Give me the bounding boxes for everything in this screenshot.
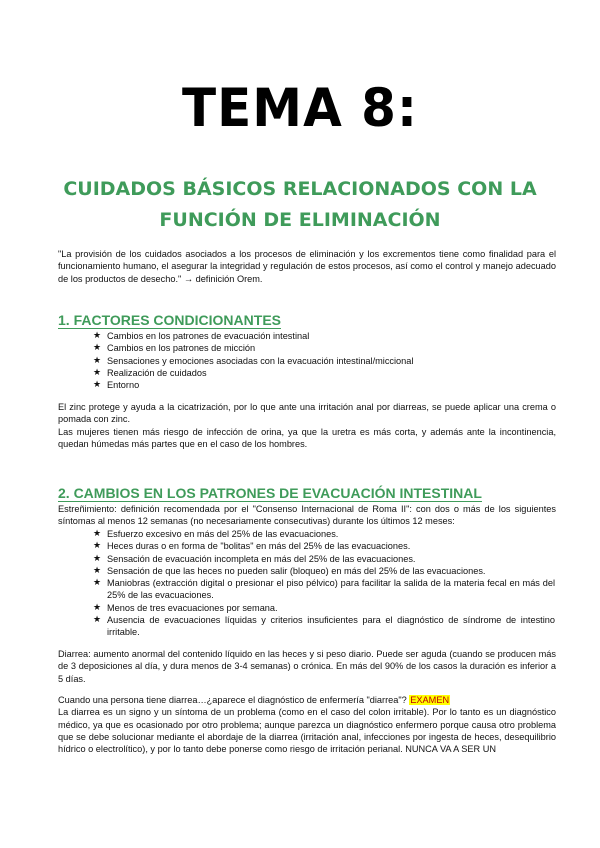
list-item: ★ Sensación de que las heces no pueden salir (bloqueo) en más del 25% de las evacuaciones. [93, 565, 555, 577]
exam-question [58, 694, 556, 706]
exam-highlight-badge: EXAMEN [410, 695, 450, 705]
section-2-heading: 2. CAMBIOS EN LOS PATRONES DE EVACUACIÓN INTESTINAL [58, 485, 482, 501]
list-item: ★ Menos de tres evacuaciones por semana. [93, 602, 555, 614]
exam-question-block [58, 694, 556, 755]
section-1-notes [58, 401, 556, 450]
diarrhea-paragraph: Diarrea: aumento anormal del contenido líquido en las heces y si peso diario. Puede ser aguda (cuando se producen más de 3 deposiciones al día, y dura menos de 3-4 semanas) o crónica. En más del 90% de los casos la duración es inferior a 5 días. [58, 649, 556, 684]
exam-answer: La diarrea es un signo y un síntoma de un problema (como en el caso del colon irritable). Por lo tanto es un diagnóstico médico, ya que es ocasionado por otro problema; aunque parezca un diagnóstico enfermero porque causa otro problema que se debe solucionar mediante el abordaje de la diarrea (irritación anal, infecciones por ingesta de heces, desequilibrio hídrico o electrolítico), y por lo tanto debe ponerse como riesgo de irritación perianal. NUNCA VA A SER UN [58, 707, 556, 755]
list-item: ★ Realización de cuidados [93, 367, 553, 379]
list-item: ★ Heces duras o en forma de "bolitas" en más del 25% de las evacuaciones. [93, 540, 555, 552]
document-title: TEMA 8: [182, 77, 418, 139]
subtitle-line-2: FUNCIÓN DE ELIMINACIÓN [159, 209, 441, 231]
list-item: ★ Sensación de evacuación incompleta en más del 25% de las evacuaciones. [93, 553, 555, 565]
list-item: ★ Ausencia de evacuaciones líquidas y criterios insuficientes para el diagnóstico de síndrome de intestino irritable. [93, 614, 555, 639]
list-item: ★ Entorno [93, 379, 553, 391]
zinc-paragraph: El zinc protege y ayuda a la cicatrización, por lo que ante una irritación anal por diarreas, se puede aplicar una crema o pomada con zinc. [58, 402, 556, 425]
section-2-list [93, 528, 555, 639]
list-item: ★ Esfuerzo excesivo en más del 25% de las evacuaciones. [93, 528, 555, 540]
section-1-list [93, 330, 553, 391]
list-item: ★ Cambios en los patrones de micción [93, 342, 553, 354]
list-item: ★ Cambios en los patrones de evacuación intestinal [93, 330, 553, 342]
women-paragraph: Las mujeres tienen más riesgo de infección de orina, ya que la uretra es más corta, y además ante la incontinencia, quedan húmedas más partes que en el caso de los hombres. [58, 426, 556, 449]
list-item: ★ Maniobras (extracción digital o presionar el piso pélvico) para facilitar la salida de la materia fecal en más del 25% de las evacuaciones. [93, 577, 555, 602]
section-1-heading: 1. FACTORES CONDICIONANTES [58, 312, 281, 328]
constipation-definition: Estreñimiento: definición recomendada por el "Consenso Internacional de Roma II": con dos o más de los siguientes síntomas al menos 12 semanas (no necesariamente consecutivas) durante los últimos 12 meses: [58, 504, 556, 527]
question-text: Cuando una persona tiene diarrea…¿aparece el diagnóstico de enfermería "diarrea"? [58, 695, 407, 705]
intro-paragraph: "La provisión de los cuidados asociados a los procesos de eliminación y los excrementos tiene como finalidad para el funcionamiento humano, el asegurar la integridad y regulación de estos procesos, así como el control y manejo adecuado de los productos de desecho." → definición Orem. [58, 249, 556, 284]
document-subtitle [40, 174, 560, 236]
subtitle-line-1: CUIDADOS BÁSICOS RELACIONADOS CON LA [63, 178, 537, 200]
list-item: ★ Sensaciones y emociones asociadas con la evacuación intestinal/miccional [93, 355, 553, 367]
